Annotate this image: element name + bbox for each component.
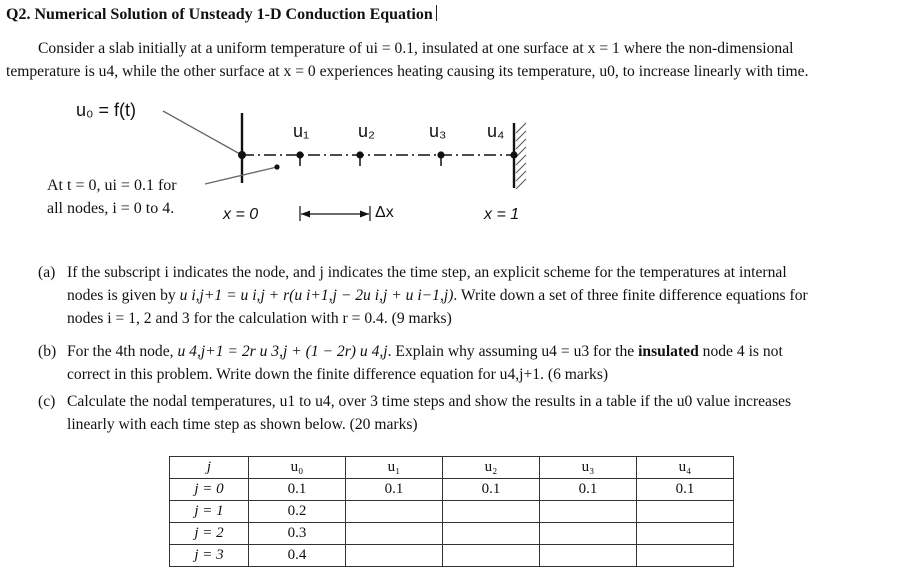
initial-note-line-2: all nodes, i = 0 to 4. [47, 200, 175, 217]
header-cell-u3: u₃ [540, 457, 637, 479]
table-cell [637, 523, 734, 545]
table-cell [443, 501, 540, 523]
part-b [38, 341, 906, 389]
table-row [170, 479, 734, 501]
table-cell [443, 545, 540, 567]
part-c [38, 391, 906, 439]
table-cell: 0.1 [249, 479, 346, 501]
part-a-line-1: If the subscript i indicates the node, and j indicates the time step, an explicit scheme for the temperatures at internal [67, 264, 787, 281]
insulated-bold-word: insulated [638, 343, 699, 360]
table-row [170, 501, 734, 523]
dx-label: Δx [375, 204, 394, 221]
x1-label: x = 1 [484, 206, 520, 223]
u0-label: u₀ = f(t) [76, 100, 136, 120]
header-cell-u2: u₂ [443, 457, 540, 479]
dx-arrowhead-right [360, 211, 369, 218]
text-cursor [436, 5, 437, 21]
node-label-u2: u₂ [358, 121, 375, 141]
table-cell: 0.3 [249, 523, 346, 545]
table-cell [346, 523, 443, 545]
node-label-u1: u₁ [293, 121, 310, 141]
table-cell: 0.4 [249, 545, 346, 567]
part-a [38, 262, 906, 332]
table-cell [540, 501, 637, 523]
insulation-hatch [516, 123, 526, 189]
table-cell: 0.1 [637, 479, 734, 501]
node-1 [296, 151, 303, 166]
dx-arrowhead-left [301, 211, 310, 218]
node-0 [238, 151, 246, 159]
explicit-scheme-equation: u i,j+1 = u i,j + r(u i+1,j − 2u i,j + u i−1,j) [179, 287, 454, 304]
initial-pointer-dot [274, 164, 279, 169]
table-cell: 0.2 [249, 501, 346, 523]
table-cell: 0.1 [540, 479, 637, 501]
table-cell: 0.1 [346, 479, 443, 501]
row-label: j = 0 [170, 479, 249, 501]
results-table [169, 456, 734, 567]
part-c-line-2: linearly with each time step as shown below. (20 marks) [67, 416, 418, 433]
table-cell [637, 501, 734, 523]
table-cell [443, 523, 540, 545]
slab-diagram [0, 88, 910, 258]
header-cell-u0: u₀ [249, 457, 346, 479]
part-b-label: (b) [38, 343, 57, 360]
question-title: Q2. Numerical Solution of Unsteady 1-D Conduction Equation [6, 5, 437, 24]
u0-pointer-line [163, 111, 240, 154]
table-cell [346, 501, 443, 523]
header-cell-j: j [170, 457, 249, 479]
x0-label: x = 0 [223, 206, 259, 223]
part-b-line-1: For the 4th node, u 4,j+1 = 2r u 3,j + (1 − 2r) u 4,j. Explain why assuming u4 = u3 for the insulated node 4 is not [67, 343, 783, 360]
initial-note-line-1: At t = 0, ui = 0.1 for [47, 177, 177, 194]
table-cell: 0.1 [443, 479, 540, 501]
node-2 [356, 151, 363, 166]
intro-line-2: temperature is u4, while the other surface at x = 0 experiences heating causing its temperature, u0, to increase linearly with time. [6, 63, 809, 80]
intro-line-1: Consider a slab initially at a uniform temperature of ui = 0.1, insulated at one surface at x = 1 where the non-dimensional [38, 40, 794, 57]
header-cell-u4: u₄ [637, 457, 734, 479]
part-a-line-3: nodes i = 1, 2 and 3 for the calculation with r = 0.4. (9 marks) [67, 310, 452, 327]
table-header-row [170, 457, 734, 479]
table-row [170, 545, 734, 567]
table-cell [540, 545, 637, 567]
row-label: j = 2 [170, 523, 249, 545]
node-label-u4: u₄ [487, 121, 505, 141]
table-row [170, 523, 734, 545]
header-cell-u1: u₁ [346, 457, 443, 479]
part-a-label: (a) [38, 264, 56, 281]
node-label-u3: u₃ [429, 121, 447, 141]
row-label: j = 3 [170, 545, 249, 567]
part-b-line-2: correct in this problem. Write down the finite difference equation for u4,j+1. (6 marks) [67, 366, 609, 383]
table-cell [346, 545, 443, 567]
table-cell [540, 523, 637, 545]
table-cell [637, 545, 734, 567]
node4-equation: u 4,j+1 = 2r u 3,j + (1 − 2r) u 4,j [177, 343, 388, 360]
part-c-line-1: Calculate the nodal temperatures, u1 to u4, over 3 time steps and show the results in a table if the u0 value increases [67, 393, 792, 410]
row-label: j = 1 [170, 501, 249, 523]
part-c-label: (c) [38, 393, 56, 410]
part-a-line-2: nodes is given by u i,j+1 = u i,j + r(u i+1,j − 2u i,j + u i−1,j). Write down a set of three finite difference equations for [67, 287, 808, 304]
node-3 [437, 151, 444, 166]
